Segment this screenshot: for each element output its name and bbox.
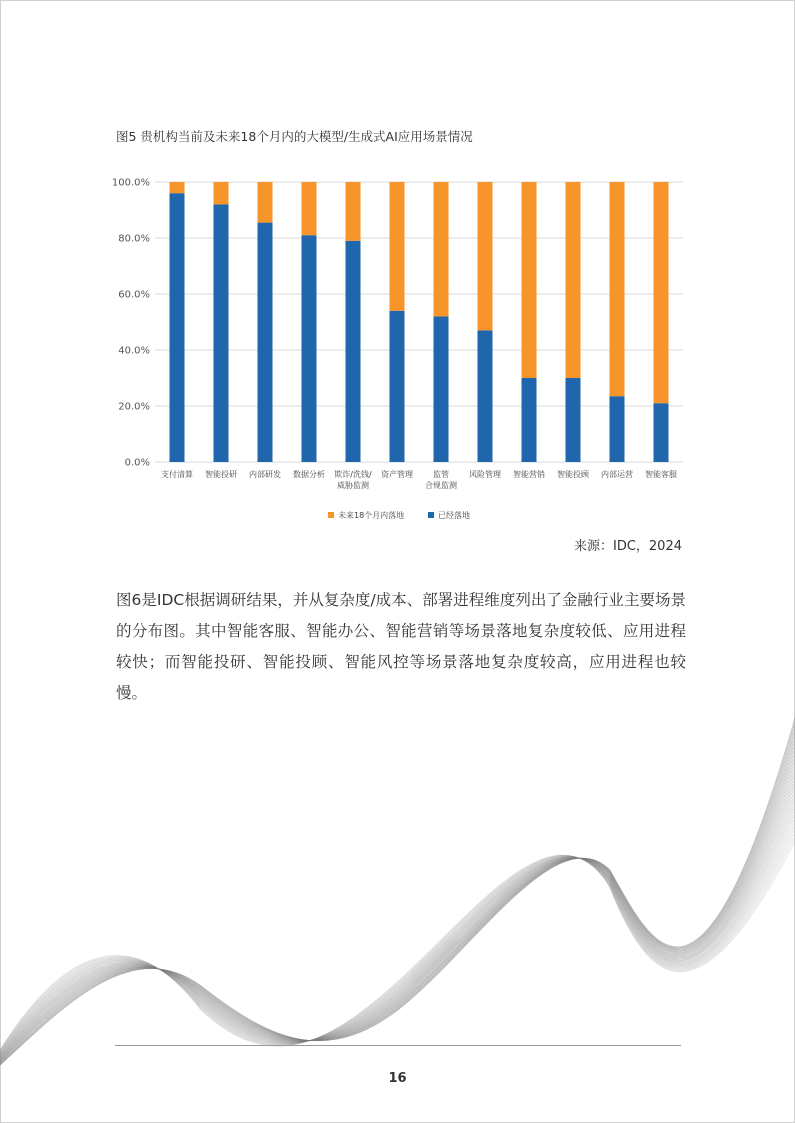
wave-line <box>0 780 795 1063</box>
bar-future <box>214 182 229 204</box>
body-paragraph: 图6是IDC根据调研结果，并从复杂度/成本、部署进程维度列出了金融行业主要场景的分布图。其中智能客服、智能办公、智能营销等场景落地复杂度较低、应用进程较快；而智能投研、智能投顾、智能风控等场景落地复杂度较高，应用进程也较慢。 <box>116 591 686 702</box>
bar-deployed <box>610 396 625 462</box>
wave-line <box>0 828 795 1058</box>
bar-future <box>170 182 185 193</box>
bar-deployed <box>478 330 493 462</box>
bar-deployed <box>170 193 185 462</box>
bar-future <box>390 182 405 311</box>
wave-line <box>0 816 795 1059</box>
bar-future <box>522 182 537 378</box>
bar-deployed <box>390 311 405 462</box>
wave-line <box>0 832 795 1058</box>
page-number: 16 <box>388 1071 407 1086</box>
y-tick-label: 60.0% <box>118 289 150 301</box>
bar-future <box>434 182 449 316</box>
x-category-label: 数据分析 <box>293 470 325 479</box>
wave-line <box>0 776 795 1063</box>
x-category-label: 资产管理 <box>381 470 413 479</box>
wave-line <box>0 720 795 1068</box>
y-tick-label: 0.0% <box>124 457 150 469</box>
bar-deployed <box>302 235 317 462</box>
wave-line <box>0 808 795 1060</box>
bar-deployed <box>434 316 449 462</box>
y-tick-label: 80.0% <box>118 233 150 245</box>
x-category-label: 欺诈/洗钱/威胁监测 <box>334 470 372 490</box>
wave-line <box>0 700 795 1070</box>
bar-future <box>258 182 273 223</box>
chart-title: 图5 贵机构当前及未来18个月内的大模型/生成式AI应用场景情况 <box>116 129 473 144</box>
footer-divider <box>115 1045 681 1046</box>
wave-line <box>0 736 795 1067</box>
bar-deployed <box>522 378 537 462</box>
wave-line <box>0 732 795 1067</box>
x-category-label: 智能投研 <box>205 470 237 479</box>
bar-deployed <box>566 378 581 462</box>
wave-line <box>0 820 795 1059</box>
bar-future <box>478 182 493 330</box>
wave-line <box>0 800 795 1061</box>
bar-deployed <box>346 241 361 462</box>
wave-line <box>0 804 795 1061</box>
wave-line <box>0 824 795 1059</box>
wave-line <box>0 704 795 1070</box>
x-category-label: 监管合规监测 <box>425 470 457 490</box>
x-category-label: 内部研发 <box>249 470 281 479</box>
wave-line <box>0 784 795 1062</box>
wave-line <box>0 708 795 1069</box>
wave-line <box>0 712 795 1069</box>
wave-line <box>0 740 795 1066</box>
y-tick-label: 20.0% <box>118 401 150 413</box>
stacked-bar-chart <box>0 0 795 560</box>
x-category-label: 内部运营 <box>601 470 633 479</box>
wave-line <box>0 792 795 1062</box>
wave-line <box>0 752 795 1065</box>
bar-future <box>346 182 361 241</box>
wave-line <box>0 760 795 1065</box>
x-category-label: 智能客服 <box>645 470 677 479</box>
legend-label: 已经落地 <box>438 511 470 520</box>
wave-line <box>0 756 795 1065</box>
bar-future <box>566 182 581 378</box>
wave-line <box>0 812 795 1060</box>
wave-line <box>0 796 795 1061</box>
wave-line <box>0 764 795 1064</box>
legend-label: 未来18个月内落地 <box>338 511 405 520</box>
x-category-label: 智能营销 <box>513 470 545 479</box>
legend-swatch <box>428 512 434 518</box>
y-tick-label: 100.0% <box>111 177 150 189</box>
y-tick-label: 40.0% <box>118 345 150 357</box>
bar-deployed <box>258 223 273 462</box>
source-note: 来源：IDC，2024 <box>573 539 682 554</box>
wave-line <box>0 788 795 1062</box>
wave-line <box>0 772 795 1063</box>
wave-line <box>0 748 795 1066</box>
x-category-label: 支付清算 <box>161 470 193 479</box>
wave-line <box>0 724 795 1068</box>
wave-line <box>0 716 795 1069</box>
wave-line <box>0 744 795 1066</box>
wave-line <box>0 768 795 1064</box>
legend-swatch <box>328 512 334 518</box>
bar-deployed <box>214 204 229 462</box>
x-category-label: 风险管理 <box>469 470 501 479</box>
bar-deployed <box>654 403 669 462</box>
x-category-label: 智能投顾 <box>557 470 589 479</box>
bar-future <box>610 182 625 396</box>
wave-line <box>0 728 795 1067</box>
bar-future <box>654 182 669 403</box>
bar-future <box>302 182 317 235</box>
